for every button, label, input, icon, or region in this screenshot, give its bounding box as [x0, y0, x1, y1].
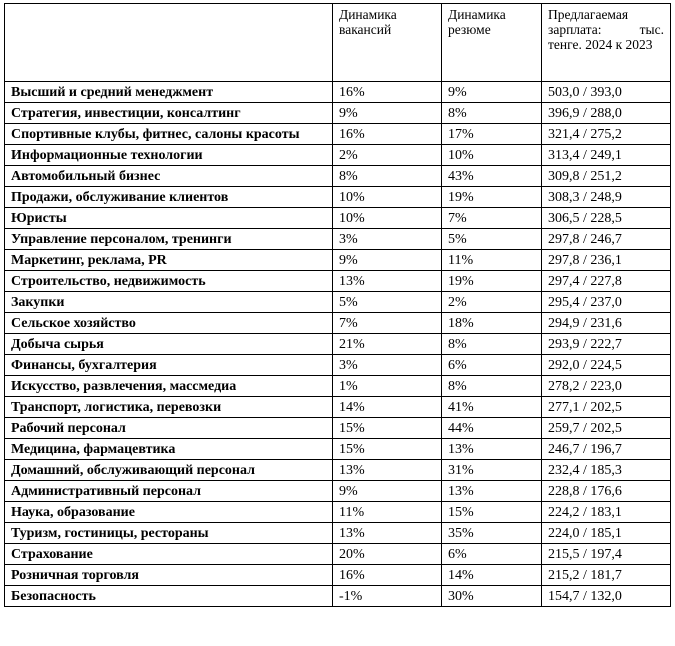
cell-category: Безопасность	[5, 586, 333, 607]
cell-category: Наука, образование	[5, 502, 333, 523]
cell-offered-salary: 228,8 / 176,6	[542, 481, 671, 502]
cell-offered-salary: 308,3 / 248,9	[542, 187, 671, 208]
cell-resume-dynamics: 43%	[442, 166, 542, 187]
table-row	[5, 523, 671, 544]
cell-category: Продажи, обслуживание клиентов	[5, 187, 333, 208]
table-row	[5, 313, 671, 334]
cell-resume-dynamics: 9%	[442, 82, 542, 103]
table-row	[5, 187, 671, 208]
cell-resume-dynamics: 30%	[442, 586, 542, 607]
cell-offered-salary: 293,9 / 222,7	[542, 334, 671, 355]
cell-resume-dynamics: 31%	[442, 460, 542, 481]
cell-resume-dynamics: 18%	[442, 313, 542, 334]
cell-offered-salary: 292,0 / 224,5	[542, 355, 671, 376]
header-vacancy-dynamics: Динамика вакансий	[333, 4, 442, 82]
cell-category: Медицина, фармацевтика	[5, 439, 333, 460]
cell-category: Управление персоналом, тренинги	[5, 229, 333, 250]
cell-offered-salary: 297,8 / 246,7	[542, 229, 671, 250]
header-offered-salary: Предлагаемая зарплата: тыс. тенге. 2024 к 2023	[542, 4, 671, 82]
table-row	[5, 334, 671, 355]
cell-offered-salary: 224,2 / 183,1	[542, 502, 671, 523]
cell-offered-salary: 396,9 / 288,0	[542, 103, 671, 124]
cell-resume-dynamics: 15%	[442, 502, 542, 523]
table-row	[5, 418, 671, 439]
salary-dynamics-table	[4, 3, 671, 607]
cell-resume-dynamics: 14%	[442, 565, 542, 586]
cell-resume-dynamics: 13%	[442, 481, 542, 502]
cell-resume-dynamics: 5%	[442, 229, 542, 250]
cell-resume-dynamics: 41%	[442, 397, 542, 418]
table-row	[5, 271, 671, 292]
cell-offered-salary: 313,4 / 249,1	[542, 145, 671, 166]
cell-offered-salary: 278,2 / 223,0	[542, 376, 671, 397]
table-row	[5, 292, 671, 313]
cell-resume-dynamics: 35%	[442, 523, 542, 544]
cell-category: Туризм, гостиницы, рестораны	[5, 523, 333, 544]
cell-resume-dynamics: 6%	[442, 355, 542, 376]
cell-vacancy-dynamics: 13%	[333, 460, 442, 481]
cell-category: Добыча сырья	[5, 334, 333, 355]
cell-vacancy-dynamics: 11%	[333, 502, 442, 523]
cell-offered-salary: 215,5 / 197,4	[542, 544, 671, 565]
table-row	[5, 439, 671, 460]
cell-category: Транспорт, логистика, перевозки	[5, 397, 333, 418]
cell-vacancy-dynamics: 8%	[333, 166, 442, 187]
cell-resume-dynamics: 8%	[442, 103, 542, 124]
cell-offered-salary: 294,9 / 231,6	[542, 313, 671, 334]
cell-vacancy-dynamics: 5%	[333, 292, 442, 313]
cell-category: Строительство, недвижимость	[5, 271, 333, 292]
cell-category: Информационные технологии	[5, 145, 333, 166]
table-row	[5, 208, 671, 229]
cell-vacancy-dynamics: 15%	[333, 439, 442, 460]
cell-resume-dynamics: 10%	[442, 145, 542, 166]
cell-category: Домашний, обслуживающий персонал	[5, 460, 333, 481]
cell-offered-salary: 297,4 / 227,8	[542, 271, 671, 292]
cell-category: Розничная торговля	[5, 565, 333, 586]
cell-offered-salary: 306,5 / 228,5	[542, 208, 671, 229]
table-row	[5, 229, 671, 250]
cell-offered-salary: 309,8 / 251,2	[542, 166, 671, 187]
cell-vacancy-dynamics: -1%	[333, 586, 442, 607]
cell-offered-salary: 246,7 / 196,7	[542, 439, 671, 460]
cell-offered-salary: 277,1 / 202,5	[542, 397, 671, 418]
cell-category: Административный персонал	[5, 481, 333, 502]
cell-offered-salary: 321,4 / 275,2	[542, 124, 671, 145]
cell-vacancy-dynamics: 9%	[333, 103, 442, 124]
cell-vacancy-dynamics: 16%	[333, 124, 442, 145]
cell-vacancy-dynamics: 21%	[333, 334, 442, 355]
cell-offered-salary: 297,8 / 236,1	[542, 250, 671, 271]
table-row	[5, 565, 671, 586]
table-row	[5, 481, 671, 502]
cell-resume-dynamics: 2%	[442, 292, 542, 313]
cell-offered-salary: 295,4 / 237,0	[542, 292, 671, 313]
cell-resume-dynamics: 13%	[442, 439, 542, 460]
table-row	[5, 460, 671, 481]
cell-category: Стратегия, инвестиции, консалтинг	[5, 103, 333, 124]
cell-category: Сельское хозяйство	[5, 313, 333, 334]
cell-vacancy-dynamics: 2%	[333, 145, 442, 166]
cell-vacancy-dynamics: 7%	[333, 313, 442, 334]
table-row	[5, 82, 671, 103]
cell-category: Юристы	[5, 208, 333, 229]
cell-category: Автомобильный бизнес	[5, 166, 333, 187]
cell-vacancy-dynamics: 13%	[333, 271, 442, 292]
cell-category: Искусство, развлечения, массмедиа	[5, 376, 333, 397]
table-row	[5, 103, 671, 124]
cell-vacancy-dynamics: 14%	[333, 397, 442, 418]
cell-offered-salary: 215,2 / 181,7	[542, 565, 671, 586]
cell-category: Спортивные клубы, фитнес, салоны красоты	[5, 124, 333, 145]
table-row	[5, 397, 671, 418]
table-row	[5, 355, 671, 376]
header-category	[5, 4, 333, 82]
cell-vacancy-dynamics: 3%	[333, 229, 442, 250]
cell-offered-salary: 503,0 / 393,0	[542, 82, 671, 103]
table-row	[5, 544, 671, 565]
cell-category: Высший и средний менеджмент	[5, 82, 333, 103]
cell-vacancy-dynamics: 10%	[333, 187, 442, 208]
cell-resume-dynamics: 8%	[442, 334, 542, 355]
cell-vacancy-dynamics: 15%	[333, 418, 442, 439]
table-header-row	[5, 4, 671, 82]
cell-vacancy-dynamics: 3%	[333, 355, 442, 376]
cell-category: Маркетинг, реклама, PR	[5, 250, 333, 271]
cell-resume-dynamics: 44%	[442, 418, 542, 439]
header-resume-dynamics: Динамика резюме	[442, 4, 542, 82]
table-row	[5, 124, 671, 145]
cell-vacancy-dynamics: 20%	[333, 544, 442, 565]
cell-category: Рабочий персонал	[5, 418, 333, 439]
cell-vacancy-dynamics: 10%	[333, 208, 442, 229]
cell-resume-dynamics: 19%	[442, 187, 542, 208]
cell-offered-salary: 232,4 / 185,3	[542, 460, 671, 481]
cell-vacancy-dynamics: 9%	[333, 481, 442, 502]
cell-vacancy-dynamics: 16%	[333, 565, 442, 586]
cell-offered-salary: 224,0 / 185,1	[542, 523, 671, 544]
cell-vacancy-dynamics: 9%	[333, 250, 442, 271]
cell-offered-salary: 259,7 / 202,5	[542, 418, 671, 439]
table-row	[5, 502, 671, 523]
cell-resume-dynamics: 11%	[442, 250, 542, 271]
cell-vacancy-dynamics: 1%	[333, 376, 442, 397]
cell-resume-dynamics: 7%	[442, 208, 542, 229]
cell-resume-dynamics: 6%	[442, 544, 542, 565]
cell-vacancy-dynamics: 16%	[333, 82, 442, 103]
cell-offered-salary: 154,7 / 132,0	[542, 586, 671, 607]
cell-category: Финансы, бухгалтерия	[5, 355, 333, 376]
table-row	[5, 376, 671, 397]
table-row	[5, 586, 671, 607]
table-row	[5, 250, 671, 271]
cell-category: Страхование	[5, 544, 333, 565]
table-row	[5, 145, 671, 166]
cell-category: Закупки	[5, 292, 333, 313]
cell-resume-dynamics: 19%	[442, 271, 542, 292]
cell-resume-dynamics: 17%	[442, 124, 542, 145]
table-row	[5, 166, 671, 187]
cell-vacancy-dynamics: 13%	[333, 523, 442, 544]
cell-resume-dynamics: 8%	[442, 376, 542, 397]
